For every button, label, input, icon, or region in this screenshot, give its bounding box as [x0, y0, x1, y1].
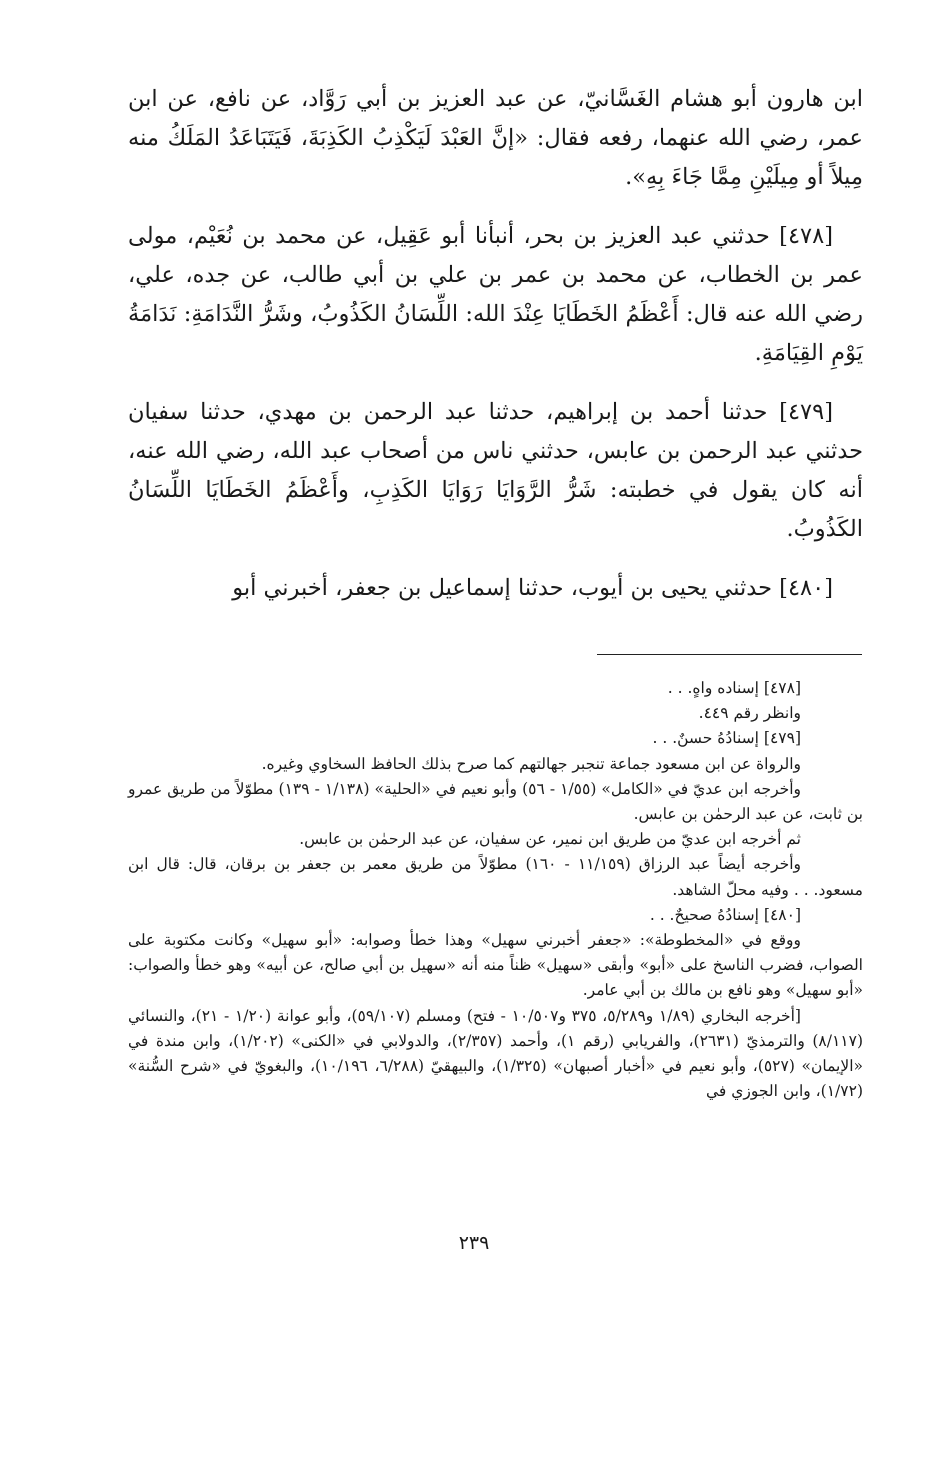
footnote-line: [أخرجه البخاري (١/٨٩ و٥/٢٨٩، ٣٧٥ و١٠/٥٠٧ - فتح) ومسلم (٥٩/١٠٧)، وأبو عوانة (١/٢٠ - ٢١)، والنسائي (٨/١١٧) والترمذيّ (٢٦٣١)، والفريابي (رقم ١)، وأحمد (٢/٣٥٧)، والدولابي في «الكنى» (١/٢٠٢)، وابن مندة في «الإيمان» (٥٢٧)، وأبو نعيم في «أخبار أصبهان» (١/٣٢٥)، والبيهقيّ (٦/٢٨٨، ١٠/١٩٦)، والبغويّ في «شرح السُّنة» (١/٧٢)، وابن الجوزي في — [128, 1006, 864, 1101]
footnote-line: وأخرجه أيضاً عبد الرزاق (١١/١٥٩ - ١٦٠) مطوّلاً من طريق معمر بن جعفر بن برقان، قال: قال ابن مسعود. . . وفيه محلّ الشاهد. — [128, 855, 863, 899]
main-paragraph-continuation: ابن هارون أبو هشام الغَسَّانيّ، عن عبد العزيز بن أبي رَوَّاد، عن نافع، عن ابن عمر، رضي الله عنهما، رفعه فقال: «إنَّ العَبْدَ لَيَكْذِبُ الكَذِبَةَ، فَيَتَبَاعَدُ المَلَكُ منه مِيلاً أو مِيلَيْنِ مِمَّا جَاءَ بِهِ». — [128, 86, 863, 190]
footnote-480-heading: [٤٨٠] إسنادُهُ صحيحٌ. . . — [649, 905, 801, 924]
footnotes — [128, 676, 863, 1104]
footnote-478-heading: [٤٧٨] إسناده واهٍ. . . — [667, 679, 801, 697]
footnote-line: وانظر رقم ٤٤٩. — [698, 704, 801, 723]
footnote-line: والرواة عن ابن مسعود جماعة تنجبر جهالتهم كما صرح بذلك الحافظ السخاوي وغيره. — [261, 754, 801, 773]
footnote-line: وأخرجه ابن عديّ في «الكامل» (١/٥٥ - ٥٦) وأبو نعيم في «الحلية» (١/١٣٨ - ١٣٩) مطوّلاً من طريق عمرو بن ثابت، عن عبد الرحمٰن بن عابس. — [128, 779, 863, 824]
footnote-divider — [597, 654, 862, 655]
main-paragraph-479: [٤٧٩] حدثنا أحمد بن إبراهيم، حدثنا عبد الرحمن بن مهدي، حدثنا سفيان حدثني عبد الرحمن بن عابس، حدثني ناس من أصحاب عبد الله، رضي الله عنه، أنه كان يقول في خطبته: شَرُّ الرَّوَايَا رَوَايَا الكَذِبِ، وأَعْظَمُ الخَطَايَا اللِّسَانُ الكَذُوبُ. — [128, 399, 863, 542]
main-paragraph-480: [٤٨٠] حدثني يحيى بن أيوب، حدثنا إسماعيل بن جعفر، أخبرني أبو — [232, 575, 833, 601]
page-number: ٢٣٩ — [458, 1232, 490, 1254]
footnote-line: ووقع في «المخطوطة»: «جعفر أخبرني سهيل» وهذا خطأ وصوابه: «أبو سهيل» وكانت مكتوبة على الصواب، فضرب الناسخ على «أبو» وأبقى «سهيل» ظناً منه أنه «سهيل بن أبي صالح، عن أبيه» وهو خطأ والصواب: «أبو سهيل» وهو نافع بن مالك بن أبي عامر. — [128, 931, 863, 1000]
main-paragraph-478: [٤٧٨] حدثني عبد العزيز بن بحر، أنبأنا أبو عَقِيل، عن محمد بن نُعَيْم، مولى عمر بن الخطاب، عن محمد بن عمر بن علي بن أبي طالب، عن جده، علي، رضي الله عنه قال: أَعْظَمُ الخَطَايَا عِنْدَ الله: اللِّسَانُ الكَذُوبُ، وشَرُّ النَّدَامَةِ: نَدَامَةُ يَوْمِ القِيَامَةِ. — [128, 223, 863, 366]
main-text — [128, 80, 863, 628]
footnote-479-heading: [٤٧٩] إسنادُهُ حسنٌ. . . — [652, 729, 801, 748]
footnote-line: ثم أخرجه ابن عديّ من طريق ابن نمير، عن سفيان، عن عبد الرحمٰن بن عابس. — [299, 830, 801, 849]
